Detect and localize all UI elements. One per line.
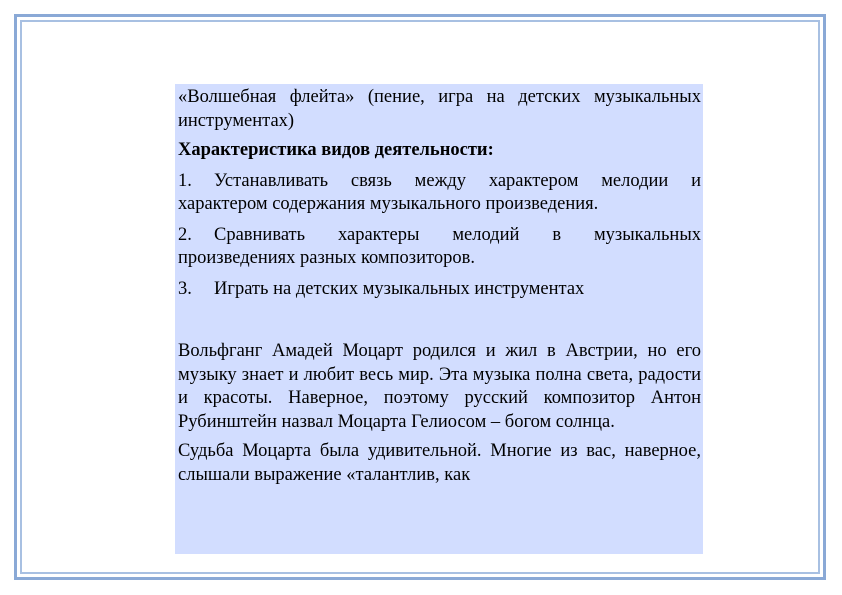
list-item-number: 1.	[178, 170, 192, 191]
list-item	[178, 170, 701, 217]
list-item	[178, 224, 701, 271]
list-item-number: 3.	[178, 278, 192, 299]
mozart-paragraph: Вольфганг Амадей Моцарт родился и жил в Австрии, но его музыку знает и любит весь мир. Эта музыка полна света, радости и красоты. Наверное, поэтому русский композитор Антон Рубинштейн назвал Моцарта Гелиосом – богом солнца.	[178, 341, 701, 432]
list-item-number: 2.	[178, 224, 192, 245]
list-item-text: Играть на детских музыкальных инструментах	[214, 278, 585, 299]
list-item-text: Устанавливать связь между характером мелодии и характером содержания музыкального произведения.	[178, 170, 701, 214]
intro-paragraph: «Волшебная флейта» (пение, игра на детских музыкальных инструментах)	[178, 87, 701, 131]
text-block	[175, 84, 703, 554]
list-item	[178, 278, 701, 302]
activities-heading: Характеристика видов деятельности:	[178, 140, 494, 160]
mozart-fate-paragraph: Судьба Моцарта была удивительной. Многие из вас, наверное, слышали выражение «талантлив, как	[178, 441, 701, 485]
list-item-text: Сравнивать характеры мелодий в музыкальных произведениях разных композиторов.	[178, 224, 701, 268]
